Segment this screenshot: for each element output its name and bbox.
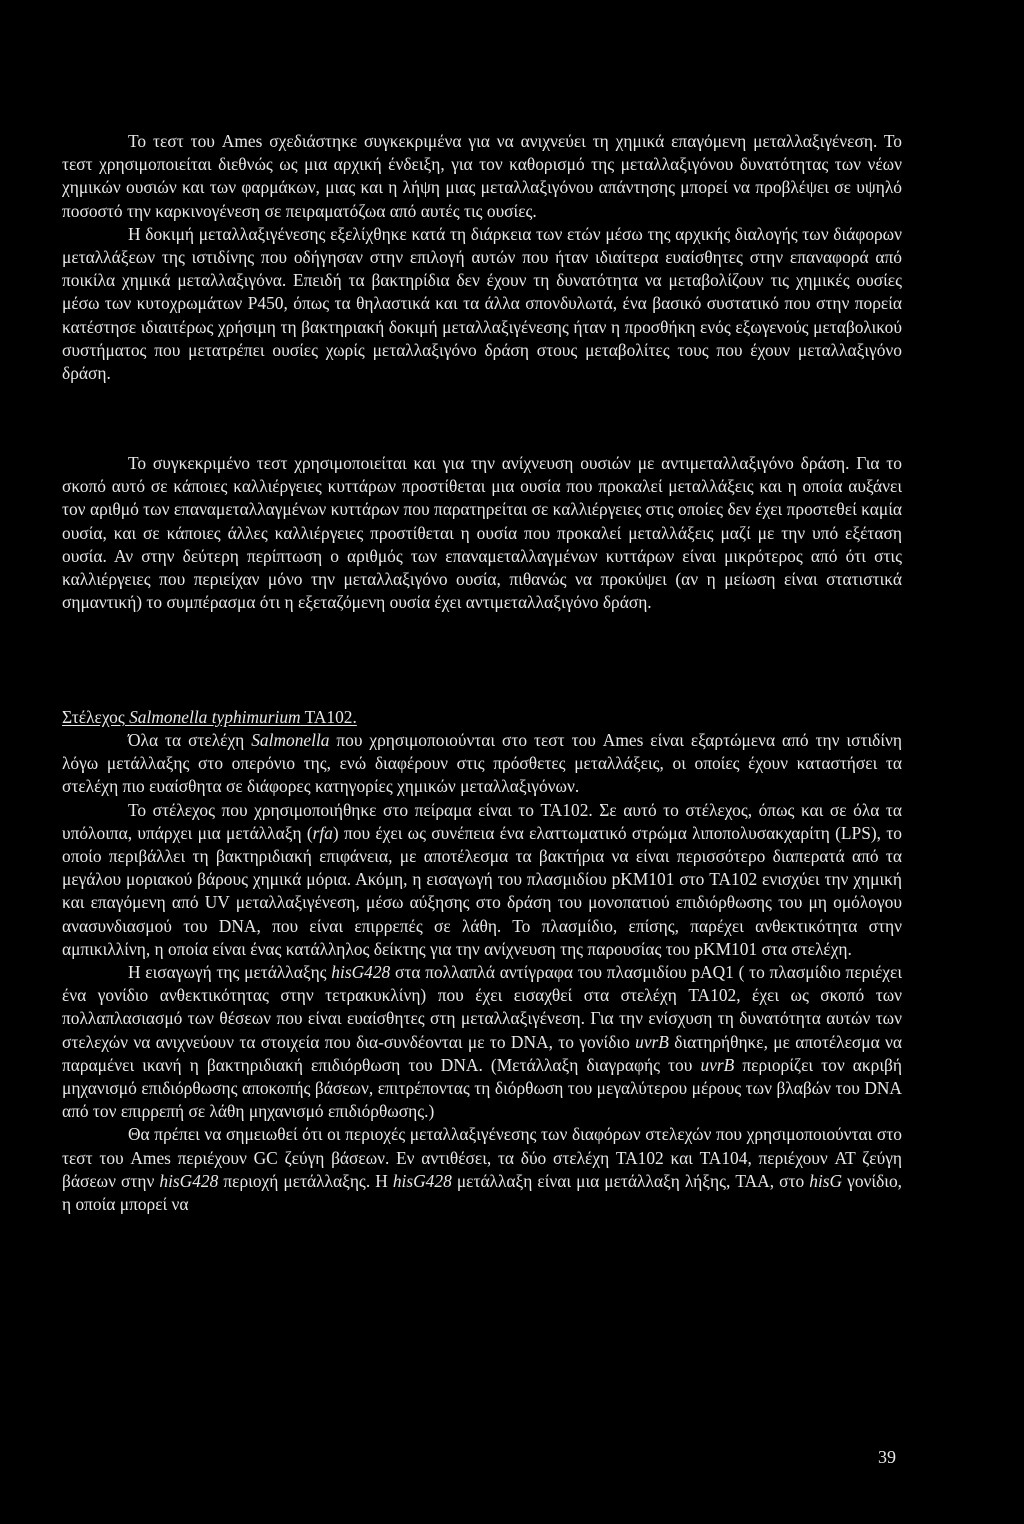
text-run: ) που έχει ως συνέπεια ένα ελαττωματικό στρώμα λιποπολυσακχαρίτη (LPS), το οποίο περιβάλλει τη βακτηριδιακή επιφάνεια, με αποτέλεσμα τα βακτήρια να είναι περισσότερο διαπερατά από τα μεγάλου μοριακού βάρους χημικά μόρια. Ακόμη, η εισαγωγή του πλασμιδίου pKM101 στο TA102 ενισχύει την χημική και επαγόμενη από UV μεταλλαξιγένεση, μέσω αύξησης στο δράση του μονοπατιού επιδιόρθωσης του μη ομόλογου ανασυνδιασμού του DNA, που είναι επιρρεπές σε λάθη. Το πλασμίδιο, επίσης, παρέχει ανθεκτικότητα στην αμπικιλλίνη, η οποία είναι ένας κατάλληλος δείκτης για την ανίχνευση της παρουσίας του pKM101 στα στελέχη. xyxy=(62,822,902,959)
heading-suffix: TA102. xyxy=(300,707,357,727)
italic-run: hisG xyxy=(809,1170,843,1191)
heading-prefix: Στέλεχος xyxy=(62,707,130,727)
heading-species: Salmonella typhimurium xyxy=(129,707,301,727)
text-block-antimutagen xyxy=(62,452,902,614)
paragraph-salmonella-strains xyxy=(62,729,902,799)
paragraph-gc-pairs xyxy=(62,1123,902,1216)
paragraph-hisg428 xyxy=(62,961,902,1123)
text-run: στα πολλαπλά αντίγραφα του πλασμιδίου pAQ1 ( το πλασμίδιο περιέχει ένα γονίδιο ανθεκτικότητας στην τετρακυκλίνη) που έχει εισαχθεί στα στελέχη TA102, έχει ως σκοπό των πολλαπλασιασμό των θέσεων που είναι ευαίσθητες στη μεταλλαξιγένεση. Για την ενίσχυση τη δυνατότητα αυτών των στελεχών να ανιχνεύουν τα στοιχεία που δια-συνδέονται με το DNA, το γονίδιο xyxy=(62,962,902,1052)
italic-run: uvrB xyxy=(700,1054,735,1075)
text-block-top xyxy=(62,130,902,385)
italic-run: uvrB xyxy=(635,1031,669,1052)
page-number: 39 xyxy=(878,1447,896,1467)
italic-run: hisG428 xyxy=(392,1170,452,1191)
text-run: περιορίζει τον ακριβή μηχανισμό επιδιόρθωσης αποκοπής βάσεων, επιτρέποντας τη διόρθωση του μεγαλύτερου μέρους των βλαβών του DNA από τον επιρρεπή σε λάθη μηχανισμό επιδιόρθωσης.) xyxy=(62,1054,902,1122)
text-run: Όλα τα στελέχη xyxy=(128,730,252,750)
paragraph-ta102 xyxy=(62,799,902,961)
text-run: Θα πρέπει να σημειωθεί ότι οι περιοχές μεταλλαξιγένεσης των διαφόρων στελεχών που χρησιμοποιούνται στο τεστ του Ames περιέχουν GC ζεύγη βάσεων. Εν αντιθέσει, τα δύο στελέχη TA102 και TA104, περιέχουν AT ζεύγη βάσεων στην xyxy=(62,1124,902,1191)
paragraph-ames-intro: Το τεστ του Ames σχεδιάστηκε συγκεκριμένα για να ανιχνεύει τη χημικά επαγόμενη μεταλλαξιγένεση. Το τεστ χρησιμοποιείται διεθνώς ως μια αρχική ένδειξη, για τον καθορισμό της μεταλλαξιγόνου δυνατότητας των νέων χημικών ουσιών και των φαρμάκων, μιας και η λήψη μιας μεταλλαξιγόνου απάντησης μπορεί να προβλέψει σε υψηλό ποσοστό την καρκινογένεση σε πειραματόζωα από αυτές τις ουσίες. xyxy=(62,131,902,221)
text-run: περιοχή μετάλλαξης. Η xyxy=(218,1170,393,1191)
text-run: γονίδιο, η οποία μπορεί να xyxy=(62,1170,902,1215)
italic-run: rfa xyxy=(312,822,333,843)
section-heading xyxy=(62,706,902,729)
italic-run: Salmonella xyxy=(251,730,330,750)
text-run: που χρησιμοποιούνται στο τεστ του Ames είναι εξαρτώμενα από την ιστιδίνη λόγω μετάλλαξης στο οπερόνιο της, ενώ διαφέρουν στις πρόσθετες μεταλλάξεις, οι οποίες έχουν καταστήσει τα στελέχη πιο ευαίσθητα σε διάφορες κατηγορίες χημικών μεταλλαξιγόνων. xyxy=(62,730,902,797)
text-run: μετάλλαξη είναι μια μετάλλαξη λήξης, TAA, στο xyxy=(451,1170,810,1191)
italic-run: hisG428 xyxy=(159,1170,219,1191)
text-run: Το στέλεχος που χρησιμοποιήθηκε στο πείραμα είναι το TA102. Σε αυτό το στέλεχος, όπως και σε όλα τα υπόλοιπα, υπάρχει μια μετάλλαξη ( xyxy=(62,799,902,843)
italic-run: hisG428 xyxy=(331,962,391,983)
text-block-strain xyxy=(62,729,902,1216)
paragraph-antimutagen: Το συγκεκριμένο τεστ χρησιμοποιείται και για την ανίχνευση ουσιών με αντιμεταλλαξιγόνο δράση. Για το σκοπό αυτό σε κάποιες καλλιέργειες κυττάρων προστίθεται μια ουσία που προκαλεί μεταλλάξεις και η οποία αυξάνει τον αριθμό των επαναμεταλλαγμένων κυττάρων που παρατηρείται σε καλλιέργειες στις οποίες δεν έχει προστεθεί καμία ουσία, και σε κάποιες άλλες καλλιέργειες προστίθεται η ουσία που προκαλεί μεταλλάξεις μαζί με την υπό εξέταση ουσία. Αν στην δεύτερη περίπτωση ο αριθμός των επαναμεταλλαγμένων κυττάρων είναι μικρότερος από ότι στις καλλιέργειες που περιείχαν μόνο την μεταλλαξιγόνο ουσία, πιθανώς να προκύψει (αν η μείωση είναι στατιστικά σημαντική) το συμπέρασμα ότι η εξεταζόμενη ουσία έχει αντιμεταλλαξιγόνο δράση. xyxy=(62,453,902,613)
text-run: διατηρήθηκε, με αποτέλεσμα να παραμένει ικανή η βακτηριδιακή επιδιόρθωση του DNA. (Μετάλλαξη διαγραφής του xyxy=(62,1031,902,1075)
text-run: Η εισαγωγή της μετάλλαξης xyxy=(128,962,332,983)
paragraph-mutagenesis-test: Η δοκιμή μεταλλαξιγένεσης εξελίχθηκε κατά τη διάρκεια των ετών μέσω της αρχικής διαλογής των διάφορων μεταλλάξεων της ιστιδίνης που οδήγησαν στην επιλογή αυτών που ήταν ιδιαίτερα ευαίσθητες στην επαναφορά από ποικίλα χημικά μεταλλαξιγόνα. Επειδή τα βακτηρίδια δεν έχουν τη δυνατότητα να μεταβολίζουν τις χημικές ουσίες μέσω των κυτοχρωμάτων P450, όπως τα θηλαστικά και τα άλλα σπονδυλωτά, ένα βασικό συστατικό που στην πορεία κατέστησε ιδιαιτέρως χρήσιμη τη βακτηριακή δοκιμή μεταλλαξιγένεσης ήταν η προσθήκη ενός εξωγενούς μεταβολικού συστήματος που μετατρέπει ουσίες χωρίς μεταλλαξιγόνο δράση στους μεταβολίτες τους που έχουν μεταλλαξιγόνο δράση. xyxy=(62,223,902,384)
